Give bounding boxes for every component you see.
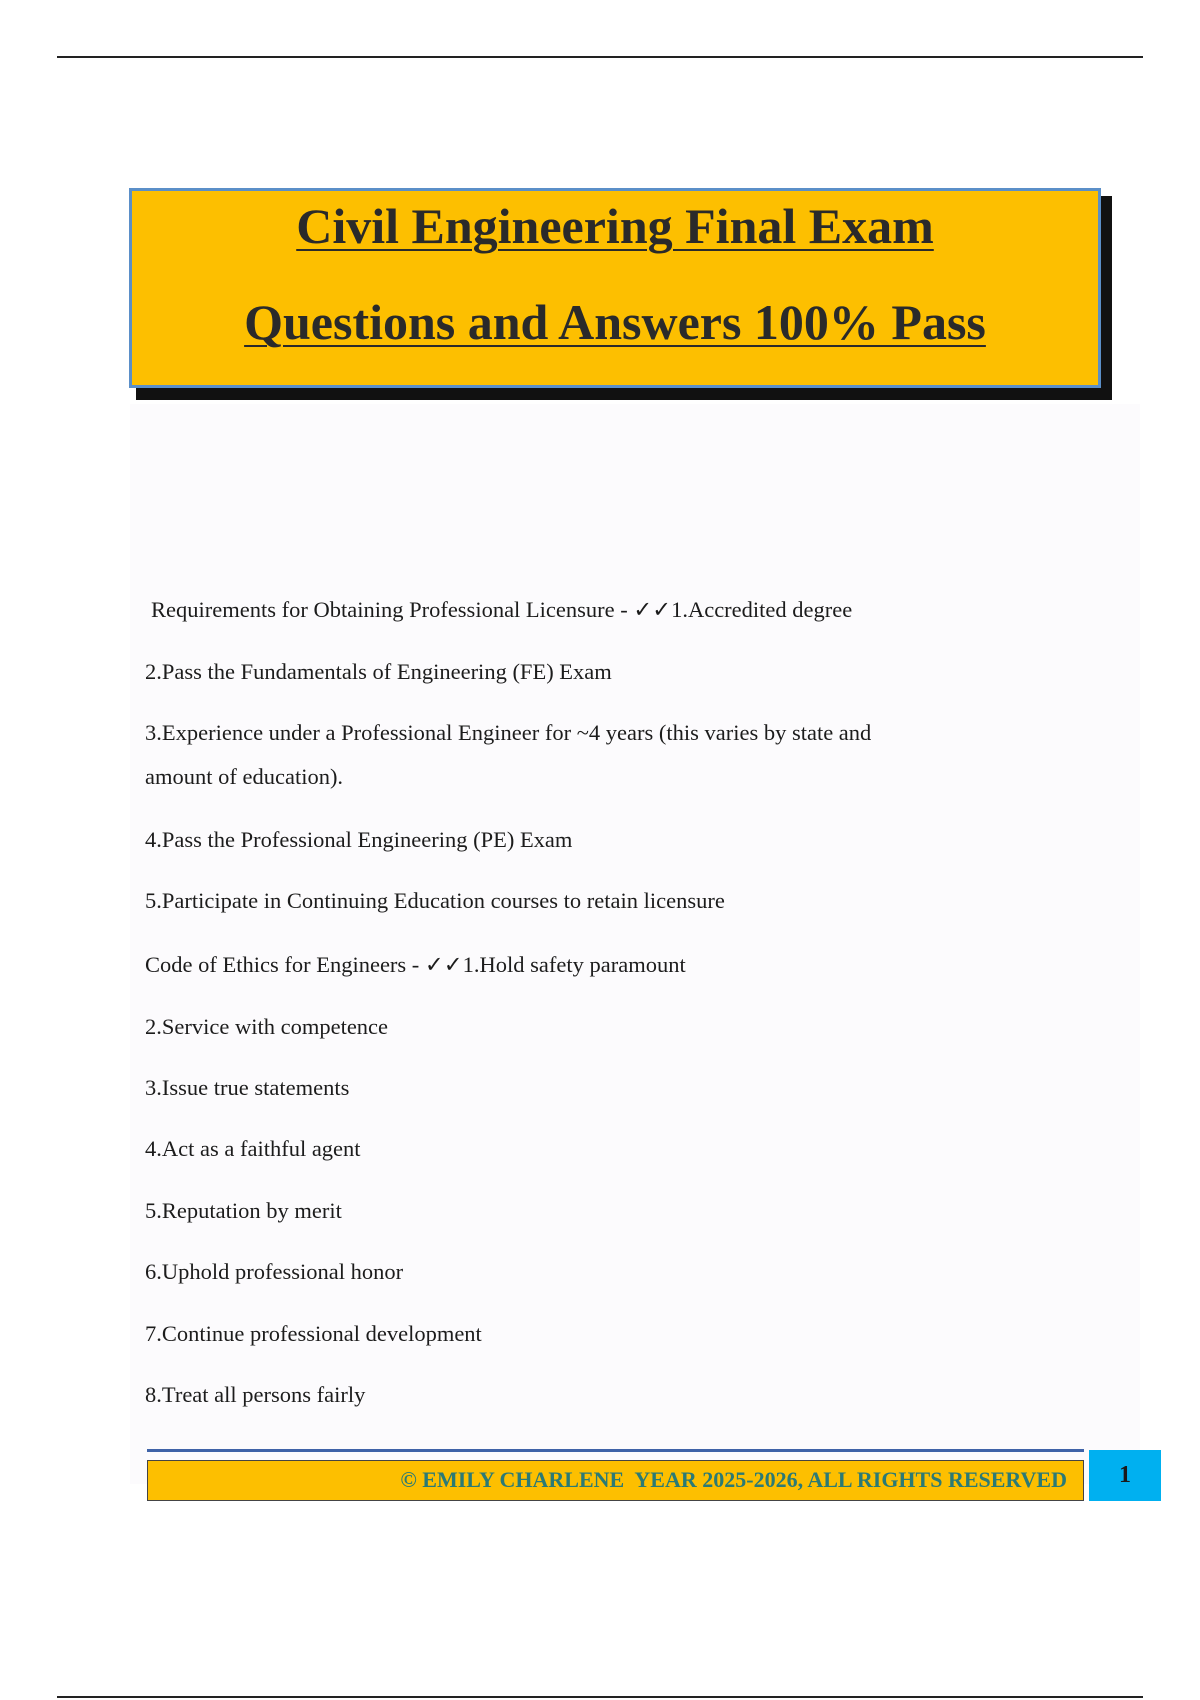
answer-line: 4.Act as a faithful agent (145, 1136, 361, 1161)
bottom-rule (57, 1696, 1143, 1698)
answer-line: amount of education). (145, 764, 344, 789)
answer-line: 7.Continue professional development (145, 1321, 482, 1346)
top-rule (57, 56, 1143, 58)
answer-line: 6.Uphold professional honor (145, 1259, 404, 1284)
question-licensure: Requirements for Obtaining Professional Licensure - ✓✓1.Accredited degree (151, 597, 853, 622)
answer-line: 3.Issue true statements (145, 1075, 350, 1100)
question-ethics: Code of Ethics for Engineers - ✓✓1.Hold safety paramount (145, 952, 686, 977)
copyright-text: © EMILY CHARLENE YEAR 2025-2026, ALL RIGHTS RESERVED (400, 1467, 1067, 1492)
answer-line: 5.Participate in Continuing Education courses to retain licensure (145, 888, 725, 913)
answer-line: 2.Pass the Fundamentals of Engineering (FE) Exam (145, 659, 612, 684)
page-title-line-2: Questions and Answers 100% Pass (244, 294, 986, 350)
footer-rule (147, 1449, 1084, 1452)
footer-banner (147, 1460, 1084, 1501)
page-title-line-1: Civil Engineering Final Exam (296, 198, 934, 254)
page-number: 1 (1089, 1450, 1161, 1501)
answer-line: 2.Service with competence (145, 1014, 389, 1039)
answer-line: 3.Experience under a Professional Engineer for ~4 years (this varies by state and (145, 720, 872, 745)
answer-line: 8.Treat all persons fairly (145, 1382, 366, 1407)
answer-line: 4.Pass the Professional Engineering (PE) Exam (145, 827, 573, 852)
answer-line: 5.Reputation by merit (145, 1198, 342, 1223)
